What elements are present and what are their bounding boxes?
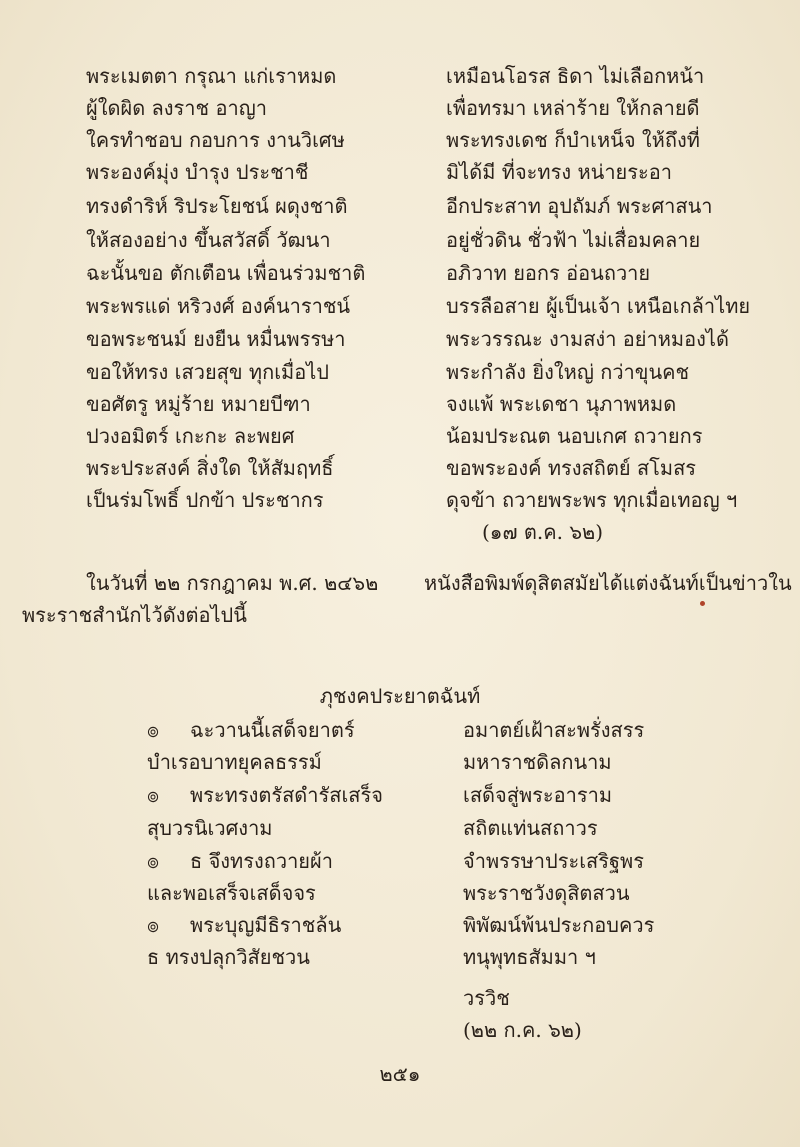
poem2-right-line: พระราชวังดุสิตสวน <box>463 881 630 905</box>
verse1-right-line: อยู่ชั่วดิน ชั่วฟ้า ไม่เสื่อมคลาย <box>446 228 701 252</box>
verse1-left-line: พระเมตตา กรุณา แก่เราหมด <box>86 64 337 88</box>
poem2-right-line: เสด็จสู่พระอาราม <box>463 783 613 807</box>
poem2-left-line: และพอเสร็จเสด็จจร <box>147 881 316 905</box>
prose-line-2: พระราชสำนักไว้ดังต่อไปนี้ <box>22 603 247 627</box>
verse1-right-line: เพื่อทรมา เหล่าร้าย ให้กลายดี <box>446 96 700 120</box>
prose-line-1-right: หนังสือพิมพ์ดุสิตสมัยได้แต่งฉันท์เป็นข่าวใน <box>424 571 792 595</box>
poem2-right-line: จำพรรษาประเสริฐพร <box>463 849 644 873</box>
poem2-right-line: มหาราชดิลกนาม <box>463 750 612 774</box>
poem2-left-line: สุบวรนิเวศงาม <box>147 816 273 840</box>
verse1-left-line: ทรงดำริห์ ริประโยชน์ ผดุงชาติ <box>86 194 348 218</box>
stanza-marker: ๏ <box>147 783 160 807</box>
verse1-left-line: พระองค์มุ่ง บำรุง ประชาชี <box>86 160 309 184</box>
verse1-left-line: ฉะนั้นขอ ตักเตือน เพื่อนร่วมชาติ <box>86 261 366 285</box>
poem2-left-line: ธ จึงทรงถวายผ้า <box>190 849 333 873</box>
verse1-right-line: ดุจข้า ถวายพระพร ทุกเมื่อเทอญ ฯ <box>446 488 738 512</box>
poem-title: ภุชงคประยาตฉันท์ <box>319 684 481 708</box>
verse1-left-line: ให้สองอย่าง ขึ้นสวัสดิ์ วัฒนา <box>86 228 331 252</box>
poem2-right-line: อมาตย์เฝ้าสะพรั่งสรร <box>463 718 645 742</box>
verse1-right-line: น้อมประณต นอบเกศ ถวายกร <box>446 424 703 448</box>
poem2-left-line: บำเรอบาทยุคลธรรม์ <box>147 750 322 774</box>
verse1-right-line: พระวรรณะ งามสง่า อย่าหมองได้ <box>446 327 729 351</box>
stanza-marker: ๏ <box>147 913 160 937</box>
verse1-right-line: ขอพระองค์ ทรงสถิตย์ สโมสร <box>446 456 697 480</box>
verse1-date: (๑๗ ต.ค. ๖๒) <box>482 520 604 544</box>
poem-author: วรวิช <box>463 986 510 1010</box>
poem2-left-line: พระทรงตรัสดำรัสเสร็จ <box>190 783 383 807</box>
verse1-right-line: อีกประสาท อุปถัมภ์ พระศาสนา <box>446 194 713 218</box>
verse1-left-line: พระพรแด่ หริวงศ์ องค์นาราชน์ <box>86 294 351 318</box>
poem2-right-line: พิพัฒน์พ้นประกอบควร <box>463 913 655 937</box>
poem2-left-line: ฉะวานนี้เสด็จยาตร์ <box>190 718 355 742</box>
poem2-right-line: สถิตแท่นสถาวร <box>463 816 598 840</box>
verse1-right-line: พระกำลัง ยิ่งใหญ่ กว่าขุนคช <box>446 360 690 384</box>
verse1-left-line: ปวงอมิตร์ เกะกะ ละพยศ <box>86 424 295 448</box>
verse1-right-line: มิได้มี ที่จะทรง หน่ายระอา <box>446 160 672 184</box>
verse1-right-line: จงแพ้ พระเดชา นุภาพหมด <box>446 392 677 416</box>
poem2-right-line: ทนุพุทธสัมมา ฯ <box>463 945 596 969</box>
ink-speck <box>700 601 705 606</box>
poem2-left-line: ธ ทรงปลุกวิสัยชวน <box>147 945 310 969</box>
verse1-right-line: เหมือนโอรส ธิดา ไม่เลือกหน้า <box>446 64 705 88</box>
verse1-left-line: พระประสงค์ สิ่งใด ให้สัมฤทธิ์ <box>86 456 334 480</box>
poem2-left-line: พระบุญมีธิราชล้น <box>190 913 342 937</box>
verse1-left-line: ขอพระชนม์ ยงยืน หมื่นพรรษา <box>86 327 346 351</box>
verse1-left-line: ผู้ใดผิด ลงราช อาญา <box>86 96 267 120</box>
verse1-right-line: อภิวาท ยอกร อ่อนถวาย <box>446 261 651 285</box>
prose-line-1-left: ในวันที่ ๒๒ กรกฎาคม พ.ศ. ๒๔๖๒ <box>86 571 379 595</box>
page-number: ๒๕๑ <box>379 1062 421 1086</box>
poem2-date: (๒๒ ก.ค. ๖๒) <box>463 1018 582 1042</box>
verse1-left-line: เป็นร่มโพธิ์ ปกข้า ประชากร <box>86 488 324 512</box>
verse1-left-line: ขอศัตรู หมู่ร้าย หมายบีฑา <box>86 392 311 416</box>
stanza-marker: ๏ <box>147 849 160 873</box>
verse1-right-line: บรรลือสาย ผู้เป็นเจ้า เหนือเกล้าไทย <box>446 294 751 318</box>
verse1-left-line: ขอให้ทรง เสวยสุข ทุกเมื่อไป <box>86 360 329 384</box>
verse1-right-line: พระทรงเดช ก็บำเหน็จ ให้ถึงที่ <box>446 128 700 152</box>
verse1-left-line: ใครทำชอบ กอบการ งานวิเศษ <box>86 128 345 152</box>
stanza-marker: ๏ <box>147 718 160 742</box>
